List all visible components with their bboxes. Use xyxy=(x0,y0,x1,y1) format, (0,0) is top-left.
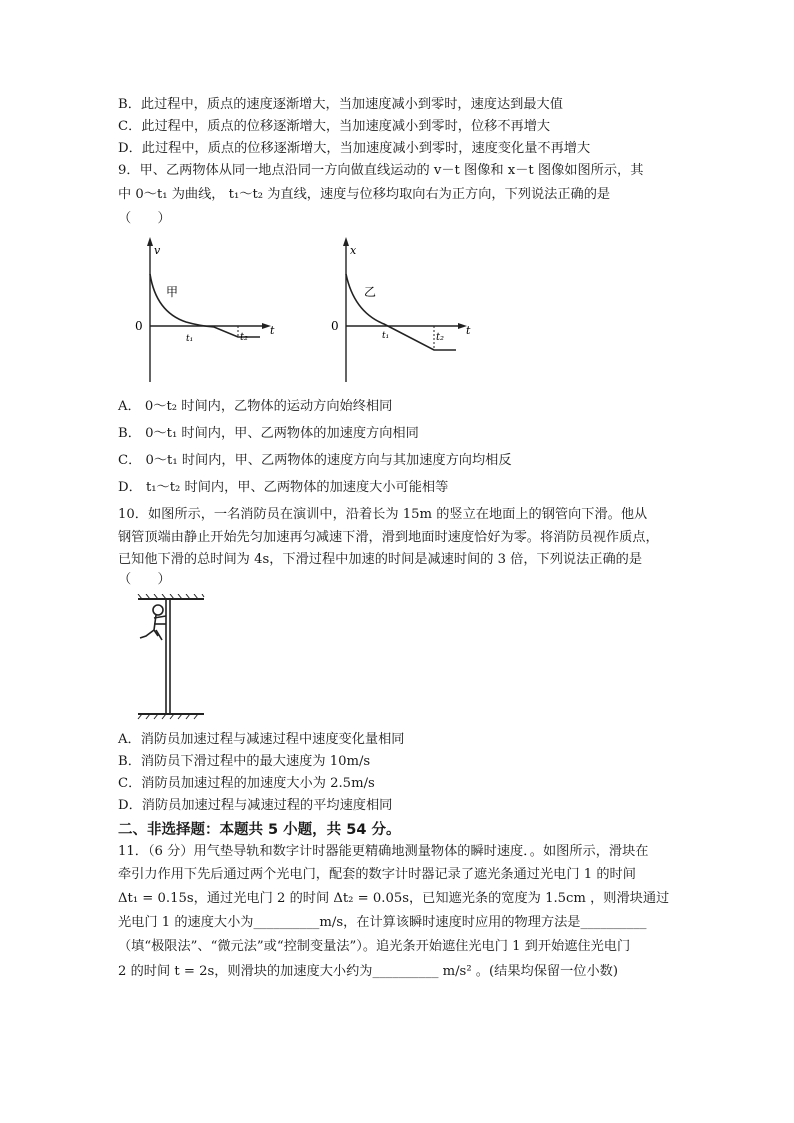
q9-option-a: A． 0～t₂ 时间内，乙物体的运动方向始终相同 xyxy=(118,399,393,414)
q9-option-d: D． t₁～t₂ 时间内，甲、乙两物体的加速度大小可能相等 xyxy=(118,480,449,495)
q10-stem-line3: 已知他下滑的总时间为 4s，下滑过程中加速的时间是减速时间的 3 倍，下列说法正确的是 xyxy=(118,552,643,567)
firefighter-figure xyxy=(140,605,166,640)
q10-firefighter-pole-figure xyxy=(136,594,206,720)
q11-line4: 光电门 1 的速度大小为__________m/s，在计算该瞬时速度时应用的物理方法是__________ xyxy=(118,915,647,930)
q11-line5: （填“极限法”、“微元法”或“控制变量法”）。追光条开始遮住光电门 1 到开始遮住光电门 xyxy=(118,939,631,954)
v-axis-label: v xyxy=(154,244,161,257)
q9-stem-line2: 中 0～t₁ 为曲线， t₁～t₂ 为直线，速度与位移均取向右为正方向，下列说法正确的是 xyxy=(118,187,611,202)
t-axis-label: t xyxy=(466,324,471,337)
q9-option-b: B． 0～t₁ 时间内，甲、乙两物体的加速度方向相同 xyxy=(118,426,419,441)
q11-line1: 11．（6 分）用气垫导轨和数字计时器能更精确地测量物体的瞬时速度．。如图所示，滑块在 xyxy=(118,844,649,859)
q9-xt-graph xyxy=(318,234,478,386)
q9-vt-graph xyxy=(122,234,282,386)
q11-line6: 2 的时间 t = 2s，则滑块的加速度大小约为__________ m/s² 。(结果均保留一位小数) xyxy=(118,964,618,979)
t1-label: t₁ xyxy=(186,334,194,344)
x-axis-label: x xyxy=(350,244,357,257)
q9-stem-line1: 9．甲、乙两物体从同一地点沿同一方向做直线运动的 v－t 图像和 x－t 图像如图所示，其 xyxy=(118,163,644,178)
origin-label: 0 xyxy=(331,319,339,333)
t2-label: t₂ xyxy=(240,332,249,343)
q8-option-b: B．此过程中，质点的速度逐渐增大，当加速度减小到零时，速度达到最大值 xyxy=(118,97,563,112)
q10-answer-paren: （ ） xyxy=(118,572,171,587)
q10-stem-line2: 钢管顶端由静止开始先匀加速再匀减速下滑，滑到地面时速度恰好为零。将消防员视作质点， xyxy=(118,530,659,545)
q8-option-d: D．此过程中，质点的位移逐渐增大，当加速度减小到零时，速度变化量不再增大 xyxy=(118,141,591,156)
x-axis-arrow xyxy=(343,237,349,246)
q9-option-c: C． 0～t₁ 时间内，甲、乙两物体的速度方向与其加速度方向均相反 xyxy=(118,453,512,468)
q10-option-b: B．消防员下滑过程中的最大速度为 10m/s xyxy=(118,754,371,769)
curve-label-yi: 乙 xyxy=(364,285,377,299)
v-axis-arrow xyxy=(147,237,153,246)
q9-answer-paren: （ ） xyxy=(118,211,171,226)
q10-stem-line1: 10．如图所示，一名消防员在演训中，沿着长为 15m 的竖立在地面上的钢管向下滑。他从 xyxy=(118,507,648,522)
section-2-heading: 二、非选择题：本题共 5 小题，共 54 分。 xyxy=(118,822,401,838)
q10-option-a: A．消防员加速过程与减速过程中速度变化量相同 xyxy=(118,732,405,747)
curve-label-jia: 甲 xyxy=(166,285,179,299)
vt-curve xyxy=(150,274,260,337)
origin-label: 0 xyxy=(135,319,143,333)
q8-option-c: C．此过程中，质点的位移逐渐增大，当加速度减小到零时，位移不再增大 xyxy=(118,119,551,134)
q11-line2: 牵引力作用下先后通过两个光电门，配套的数字计时器记录了遮光条通过光电门 1 的时间 xyxy=(118,867,636,882)
t1-label: t₁ xyxy=(382,331,390,341)
q11-line3: Δt₁ = 0.15s，通过光电门 2 的时间 Δt₂ = 0.05s，已知遮光条的宽度为 1.5cm ，则滑块通过 xyxy=(118,891,670,906)
t2-label: t₂ xyxy=(436,332,445,343)
q10-option-c: C．消防员加速过程的加速度大小为 2.5m/s xyxy=(118,776,375,791)
t-axis-label: t xyxy=(270,324,275,337)
q10-option-d: D．消防员加速过程与减速过程的平均速度相同 xyxy=(118,798,393,813)
